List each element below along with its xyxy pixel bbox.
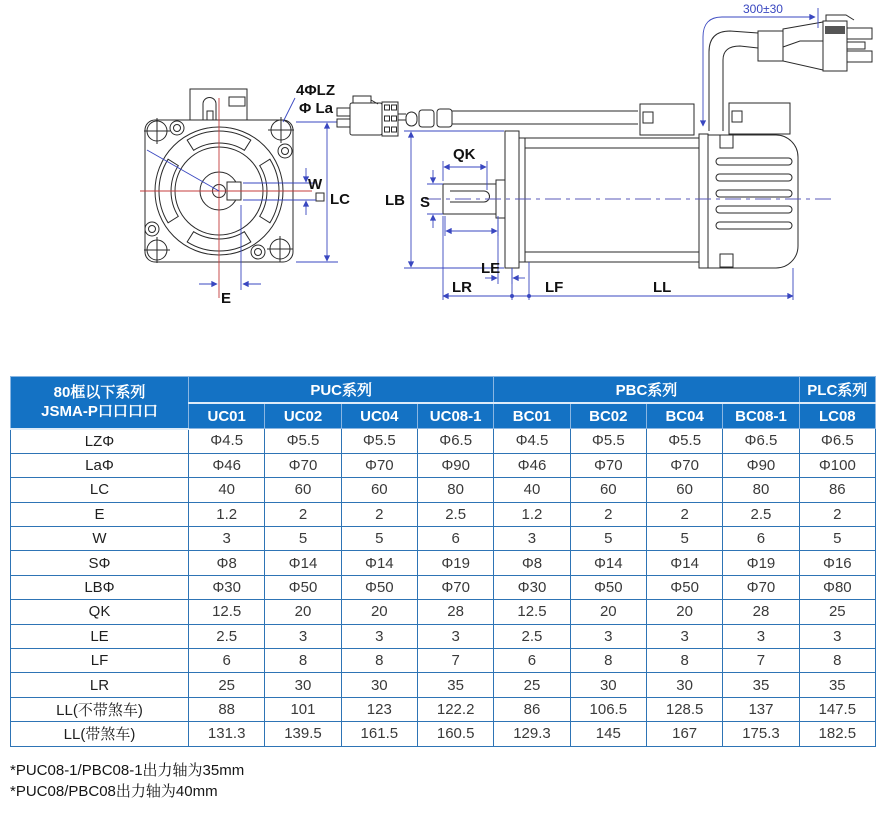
value-cell: Φ50 xyxy=(646,575,722,599)
table-row xyxy=(11,673,876,697)
value-cell: 128.5 xyxy=(646,697,722,721)
table-row xyxy=(11,551,876,575)
value-cell: 161.5 xyxy=(341,722,417,746)
row-label-cell: E xyxy=(11,502,189,526)
technical-drawing xyxy=(0,0,885,370)
value-cell: 5 xyxy=(799,527,875,551)
value-cell: 40 xyxy=(189,478,265,502)
rear-cover xyxy=(708,135,798,268)
value-cell: 3 xyxy=(189,527,265,551)
value-cell: 60 xyxy=(341,478,417,502)
row-label-cell: LaΦ xyxy=(11,453,189,477)
front-connector-housing xyxy=(190,89,247,120)
table-row xyxy=(11,575,876,599)
value-cell: 60 xyxy=(646,478,722,502)
value-cell: Φ50 xyxy=(570,575,646,599)
value-cell: Φ80 xyxy=(799,575,875,599)
table-row xyxy=(11,502,876,526)
value-cell: 137 xyxy=(723,697,799,721)
value-cell: 147.5 xyxy=(799,697,875,721)
value-cell: 6 xyxy=(494,649,570,673)
value-cell: 160.5 xyxy=(417,722,493,746)
value-cell: 131.3 xyxy=(189,722,265,746)
value-cell: Φ100 xyxy=(799,453,875,477)
value-cell: 80 xyxy=(417,478,493,502)
dim-label-lf: LF xyxy=(545,279,564,296)
square-symbol xyxy=(316,193,324,201)
value-cell: 8 xyxy=(570,649,646,673)
value-cell: Φ16 xyxy=(799,551,875,575)
dimension-table xyxy=(10,376,876,747)
value-cell: 2 xyxy=(646,502,722,526)
value-cell: 1.2 xyxy=(189,502,265,526)
value-cell: 2 xyxy=(265,502,341,526)
value-cell: 20 xyxy=(341,600,417,624)
table-row xyxy=(11,453,876,477)
value-cell: Φ90 xyxy=(417,453,493,477)
value-cell: 28 xyxy=(417,600,493,624)
value-cell: Φ70 xyxy=(646,453,722,477)
row-label-cell: LZΦ xyxy=(11,429,189,454)
power-plug xyxy=(758,15,872,71)
table-row xyxy=(11,478,876,502)
value-cell: Φ19 xyxy=(417,551,493,575)
value-cell: Φ30 xyxy=(189,575,265,599)
dim-label-la: Φ La xyxy=(299,100,333,117)
value-cell: 35 xyxy=(799,673,875,697)
row-label-cell: LL(不带煞车) xyxy=(11,697,189,721)
spec-table-body xyxy=(11,429,876,747)
table-row xyxy=(11,429,876,454)
value-cell: 5 xyxy=(646,527,722,551)
value-cell: 86 xyxy=(799,478,875,502)
footnote-2: *PUC08/PBC08出力轴为40mm xyxy=(10,783,218,800)
row-label-cell: LL(带煞车) xyxy=(11,722,189,746)
value-cell: Φ50 xyxy=(265,575,341,599)
value-cell: Φ5.5 xyxy=(570,429,646,454)
value-cell: Φ6.5 xyxy=(799,429,875,454)
encoder-plug xyxy=(337,96,452,136)
model-header-bc08-1: BC08-1 xyxy=(723,403,799,429)
side-view xyxy=(337,2,872,300)
table-row xyxy=(11,649,876,673)
value-cell: 2.5 xyxy=(189,624,265,648)
value-cell: 20 xyxy=(570,600,646,624)
value-cell: 6 xyxy=(417,527,493,551)
value-cell: 5 xyxy=(341,527,417,551)
series-title-line2: JSMA-P口口口口 xyxy=(41,403,158,421)
group-header-puc: PUC系列 xyxy=(189,377,494,404)
value-cell: Φ8 xyxy=(494,551,570,575)
value-cell: Φ8 xyxy=(189,551,265,575)
value-cell: 139.5 xyxy=(265,722,341,746)
value-cell: 122.2 xyxy=(417,697,493,721)
dim-label-lb: LB xyxy=(385,192,405,209)
value-cell: 25 xyxy=(189,673,265,697)
dim-label-s: S xyxy=(420,194,431,211)
table-header xyxy=(11,377,876,429)
value-cell: Φ6.5 xyxy=(723,429,799,454)
value-cell: Φ19 xyxy=(723,551,799,575)
value-cell: Φ14 xyxy=(646,551,722,575)
value-cell: Φ4.5 xyxy=(189,429,265,454)
dim-label-le: LE xyxy=(481,260,501,277)
dim-label-w: W xyxy=(308,176,323,193)
value-cell: 3 xyxy=(570,624,646,648)
value-cell: 3 xyxy=(723,624,799,648)
model-header-bc01: BC01 xyxy=(494,403,570,429)
row-label-cell: W xyxy=(11,527,189,551)
value-cell: 3 xyxy=(341,624,417,648)
footnote-1: *PUC08-1/PBC08-1出力轴为35mm xyxy=(10,762,245,779)
value-cell: 12.5 xyxy=(189,600,265,624)
value-cell: 6 xyxy=(189,649,265,673)
value-cell: 60 xyxy=(570,478,646,502)
value-cell: 1.2 xyxy=(494,502,570,526)
value-cell: 35 xyxy=(723,673,799,697)
series-title-line1: 80框以下系列 xyxy=(53,384,146,402)
value-cell: 7 xyxy=(417,649,493,673)
value-cell: Φ14 xyxy=(341,551,417,575)
encoder-socket-block xyxy=(640,104,694,135)
value-cell: 6 xyxy=(723,527,799,551)
value-cell: Φ5.5 xyxy=(265,429,341,454)
table-row xyxy=(11,722,876,746)
value-cell: 40 xyxy=(494,478,570,502)
value-cell: 3 xyxy=(799,624,875,648)
footnotes xyxy=(10,760,244,802)
value-cell: 25 xyxy=(494,673,570,697)
value-cell: 8 xyxy=(646,649,722,673)
value-cell: 35 xyxy=(417,673,493,697)
dim-label-cable-length: 300±30 xyxy=(743,2,783,16)
value-cell: 8 xyxy=(265,649,341,673)
dim-label-ll: LL xyxy=(653,279,672,296)
value-cell: 30 xyxy=(570,673,646,697)
dim-label-holes: 4ΦLZ xyxy=(296,82,335,99)
value-cell: 5 xyxy=(265,527,341,551)
value-cell: 2 xyxy=(570,502,646,526)
value-cell: Φ6.5 xyxy=(417,429,493,454)
model-header-uc01: UC01 xyxy=(189,403,265,429)
value-cell: 3 xyxy=(646,624,722,648)
value-cell: 175.3 xyxy=(723,722,799,746)
model-header-uc08-1: UC08-1 xyxy=(417,403,493,429)
dim-label-lc: LC xyxy=(330,191,350,208)
row-label-cell: SΦ xyxy=(11,551,189,575)
power-socket-block xyxy=(729,103,790,134)
value-cell: Φ46 xyxy=(494,453,570,477)
value-cell: 167 xyxy=(646,722,722,746)
dim-label-qk: QK xyxy=(453,146,476,163)
value-cell: 3 xyxy=(494,527,570,551)
series-header-cell xyxy=(11,377,189,429)
value-cell: 2 xyxy=(799,502,875,526)
value-cell: Φ70 xyxy=(265,453,341,477)
model-header-uc02: UC02 xyxy=(265,403,341,429)
value-cell: 12.5 xyxy=(494,600,570,624)
value-cell: Φ30 xyxy=(494,575,570,599)
value-cell: 30 xyxy=(646,673,722,697)
value-cell: 5 xyxy=(570,527,646,551)
value-cell: Φ70 xyxy=(570,453,646,477)
value-cell: Φ5.5 xyxy=(646,429,722,454)
value-cell: Φ14 xyxy=(570,551,646,575)
front-view xyxy=(140,82,350,307)
value-cell: 3 xyxy=(265,624,341,648)
value-cell: 101 xyxy=(265,697,341,721)
value-cell: 28 xyxy=(723,600,799,624)
value-cell: Φ70 xyxy=(723,575,799,599)
row-label-cell: LE xyxy=(11,624,189,648)
model-header-uc04: UC04 xyxy=(341,403,417,429)
value-cell: Φ14 xyxy=(265,551,341,575)
value-cell: Φ5.5 xyxy=(341,429,417,454)
row-label-cell: QK xyxy=(11,600,189,624)
value-cell: 3 xyxy=(417,624,493,648)
value-cell: 182.5 xyxy=(799,722,875,746)
motor-body xyxy=(519,138,699,262)
dim-label-e: E xyxy=(221,290,232,307)
value-cell: Φ90 xyxy=(723,453,799,477)
table-row xyxy=(11,697,876,721)
model-header-bc04: BC04 xyxy=(646,403,722,429)
row-label-cell: LBΦ xyxy=(11,575,189,599)
value-cell: 2.5 xyxy=(723,502,799,526)
value-cell: 123 xyxy=(341,697,417,721)
table-row xyxy=(11,527,876,551)
model-header-bc02: BC02 xyxy=(570,403,646,429)
value-cell: Φ46 xyxy=(189,453,265,477)
value-cell: 106.5 xyxy=(570,697,646,721)
value-cell: 145 xyxy=(570,722,646,746)
encoder-cable xyxy=(452,111,638,124)
table-row xyxy=(11,600,876,624)
value-cell: 20 xyxy=(646,600,722,624)
model-header-lc08: LC08 xyxy=(799,403,875,429)
value-cell: 80 xyxy=(723,478,799,502)
group-header-pbc: PBC系列 xyxy=(494,377,799,404)
value-cell: 20 xyxy=(265,600,341,624)
value-cell: 8 xyxy=(799,649,875,673)
dim-label-lr: LR xyxy=(452,279,472,296)
row-label-cell: LC xyxy=(11,478,189,502)
value-cell: 60 xyxy=(265,478,341,502)
value-cell: 2.5 xyxy=(417,502,493,526)
value-cell: 88 xyxy=(189,697,265,721)
value-cell: 2.5 xyxy=(494,624,570,648)
row-label-cell: LR xyxy=(11,673,189,697)
group-header-plc: PLC系列 xyxy=(799,377,875,404)
value-cell: 8 xyxy=(341,649,417,673)
value-cell: 86 xyxy=(494,697,570,721)
value-cell: 30 xyxy=(341,673,417,697)
row-label-cell: LF xyxy=(11,649,189,673)
value-cell: 25 xyxy=(799,600,875,624)
value-cell: 7 xyxy=(723,649,799,673)
value-cell: Φ50 xyxy=(341,575,417,599)
value-cell: Φ70 xyxy=(341,453,417,477)
value-cell: 129.3 xyxy=(494,722,570,746)
value-cell: Φ4.5 xyxy=(494,429,570,454)
value-cell: 2 xyxy=(341,502,417,526)
value-cell: Φ70 xyxy=(417,575,493,599)
table-row xyxy=(11,624,876,648)
value-cell: 30 xyxy=(265,673,341,697)
